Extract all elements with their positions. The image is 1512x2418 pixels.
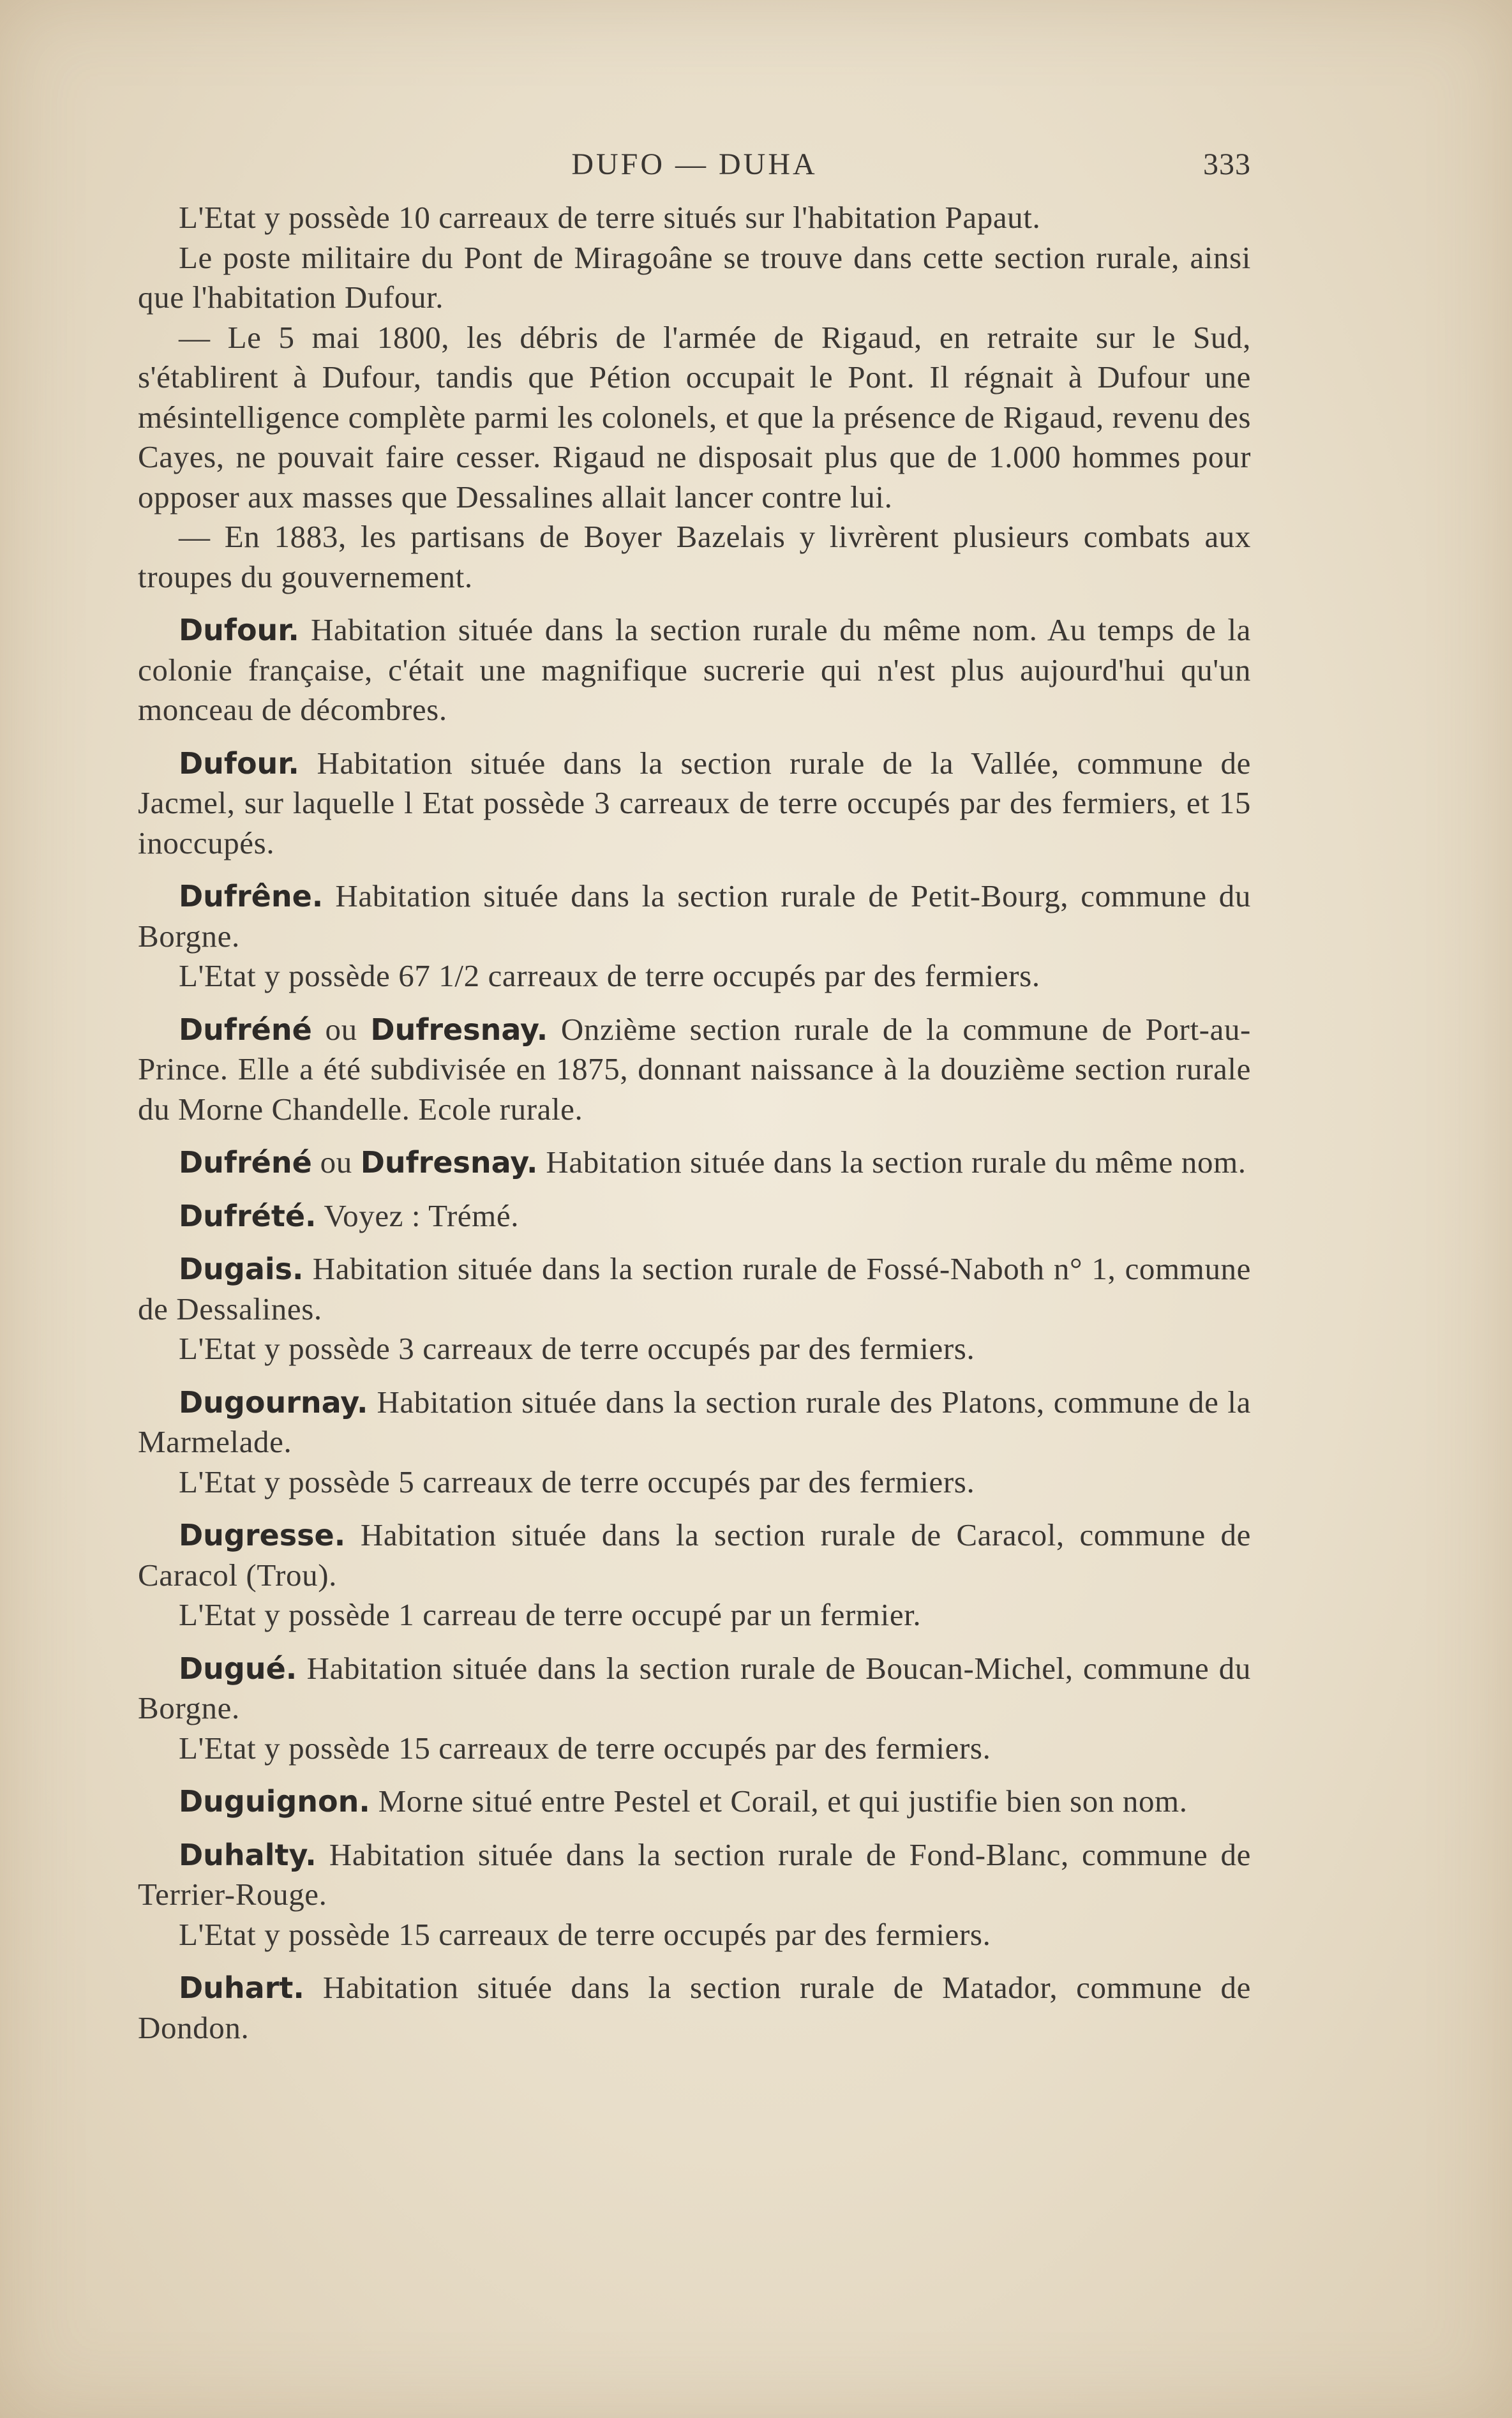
entry-extra: L'Etat y possède 5 carreaux de terre occupés par des fermiers. bbox=[179, 1464, 975, 1499]
headword: Dugresse. bbox=[179, 1518, 346, 1552]
headword: Dufour. bbox=[179, 746, 299, 781]
entry-text: Onzième section rurale de la commune de Port-au-Prince. Elle a été subdivisée en 1875, donnant naissance à la douzième section rurale du Morne Chandelle. Ecole rurale. bbox=[138, 1011, 1251, 1127]
headword-connector: ou bbox=[325, 1011, 357, 1047]
entry-dufour-1 bbox=[138, 610, 1251, 730]
entry-extra: L'Etat y possède 1 carreau de terre occupé par un fermier. bbox=[179, 1597, 922, 1632]
entry-extra: L'Etat y possède 3 carreaux de terre occupés par des fermiers. bbox=[179, 1331, 975, 1366]
entry-text: Voyez : Trémé. bbox=[324, 1198, 520, 1233]
headword: Dufour. bbox=[179, 613, 299, 647]
entry-dugournay bbox=[138, 1383, 1251, 1462]
headword: Dugais. bbox=[179, 1252, 304, 1286]
intro-paragraph: — Le 5 mai 1800, les débris de l'armée de Rigaud, en retraite sur le Sud, s'établirent à Dufour, tandis que Pétion occupait le Pont. Il régnait à Dufour une mésintelligence complète parmi les colonels, et que la présence de Rigaud, revenu des Cayes, ne pouvait faire cesser. Rigaud ne disposait plus que de 1.000 hommes pour opposer aux masses que Dessalines allait lancer contre lui. bbox=[138, 319, 1251, 514]
intro-paragraph: Le poste militaire du Pont de Miragoâne se trouve dans cette section rurale, ainsi que l'habitation Dufour. bbox=[138, 239, 1251, 315]
entry-dufour-2 bbox=[138, 744, 1251, 864]
headword: Dufrêne. bbox=[179, 879, 324, 913]
entry-text: Morne situé entre Pestel et Corail, et qui justifie bien son nom. bbox=[378, 1783, 1188, 1819]
entry-dufrene bbox=[138, 876, 1251, 956]
entry-dufrete bbox=[138, 1196, 1251, 1236]
entry-extra: L'Etat y possède 15 carreaux de terre occupés par des fermiers. bbox=[179, 1916, 991, 1952]
entry-text: Habitation située dans la section rurale des Platons, commune de la Marmelade. bbox=[138, 1384, 1251, 1459]
headword: Duguignon. bbox=[179, 1784, 370, 1819]
entry-extra: L'Etat y possède 15 carreaux de terre occupés par des fermiers. bbox=[179, 1730, 991, 1766]
entry-dugais bbox=[138, 1249, 1251, 1329]
entry-extra: L'Etat y possède 67 1/2 carreaux de terre occupés par des fermiers. bbox=[179, 958, 1040, 993]
headword-connector: ou bbox=[320, 1145, 352, 1180]
headword: Dufrété. bbox=[179, 1198, 317, 1233]
entry-dugue bbox=[138, 1649, 1251, 1729]
entry-text: Habitation située dans la section rurale de Fossé-Naboth n° 1, commune de Dessalines. bbox=[138, 1251, 1252, 1326]
entry-text: Habitation située dans la section rurale de Caracol, commune de Caracol (Trou). bbox=[138, 1517, 1251, 1593]
headword: Dufréné bbox=[179, 1145, 312, 1180]
intro-paragraph: — En 1883, les partisans de Boyer Bazelais y livrèrent plusieurs combats aux troupes du gouvernement. bbox=[138, 519, 1251, 594]
entry-text: Habitation située dans la section rurale du même nom. Au temps de la colonie française, c'était une magnifique sucrerie qui n'est plus aujourd'hui qu'un monceau de décombres. bbox=[138, 612, 1252, 727]
entry-text: Habitation située dans la section rurale de la Vallée, commune de Jacmel, sur laquelle l Etat possède 3 carreaux de terre occupés par des fermiers, et 15 inoccupés. bbox=[138, 745, 1251, 860]
entry-text: Habitation située dans la section rurale du même nom. bbox=[546, 1145, 1246, 1180]
headword: Dugué. bbox=[179, 1651, 297, 1686]
page-number: 333 bbox=[1203, 147, 1251, 181]
headword: Dufréné bbox=[179, 1012, 312, 1047]
entry-text: Habitation située dans la section rurale de Boucan-Michel, commune du Borgne. bbox=[138, 1650, 1251, 1725]
headword: Duhart. bbox=[179, 1971, 304, 2005]
entry-duguignon bbox=[138, 1782, 1251, 1822]
intro-paragraph: L'Etat y possède 10 carreaux de terre situés sur l'habitation Papaut. bbox=[179, 200, 1041, 235]
entry-text: Habitation située dans la section rurale de Fond-Blanc, commune de Terrier-Rouge. bbox=[138, 1836, 1251, 1912]
entry-text: Habitation située dans la section rurale de Petit-Bourg, commune du Borgne. bbox=[138, 878, 1251, 954]
entry-dufrene-dufresnay-2 bbox=[138, 1143, 1251, 1183]
entry-dugresse bbox=[138, 1515, 1251, 1595]
entry-duhart bbox=[138, 1968, 1251, 2048]
entry-text: Habitation située dans la section rurale de Matador, commune de Dondon. bbox=[138, 1970, 1251, 2045]
headword: Duhalty. bbox=[179, 1837, 317, 1872]
headword-alt: Dufresnay. bbox=[360, 1145, 538, 1180]
running-header bbox=[138, 147, 1251, 191]
headword-alt: Dufresnay. bbox=[370, 1012, 548, 1047]
entry-dufrene-dufresnay-1 bbox=[138, 1010, 1251, 1130]
running-title: DUFO — DUHA bbox=[571, 147, 818, 181]
body-text bbox=[138, 198, 1251, 2048]
headword: Dugournay. bbox=[179, 1385, 368, 1420]
entry-duhalty bbox=[138, 1835, 1251, 1915]
